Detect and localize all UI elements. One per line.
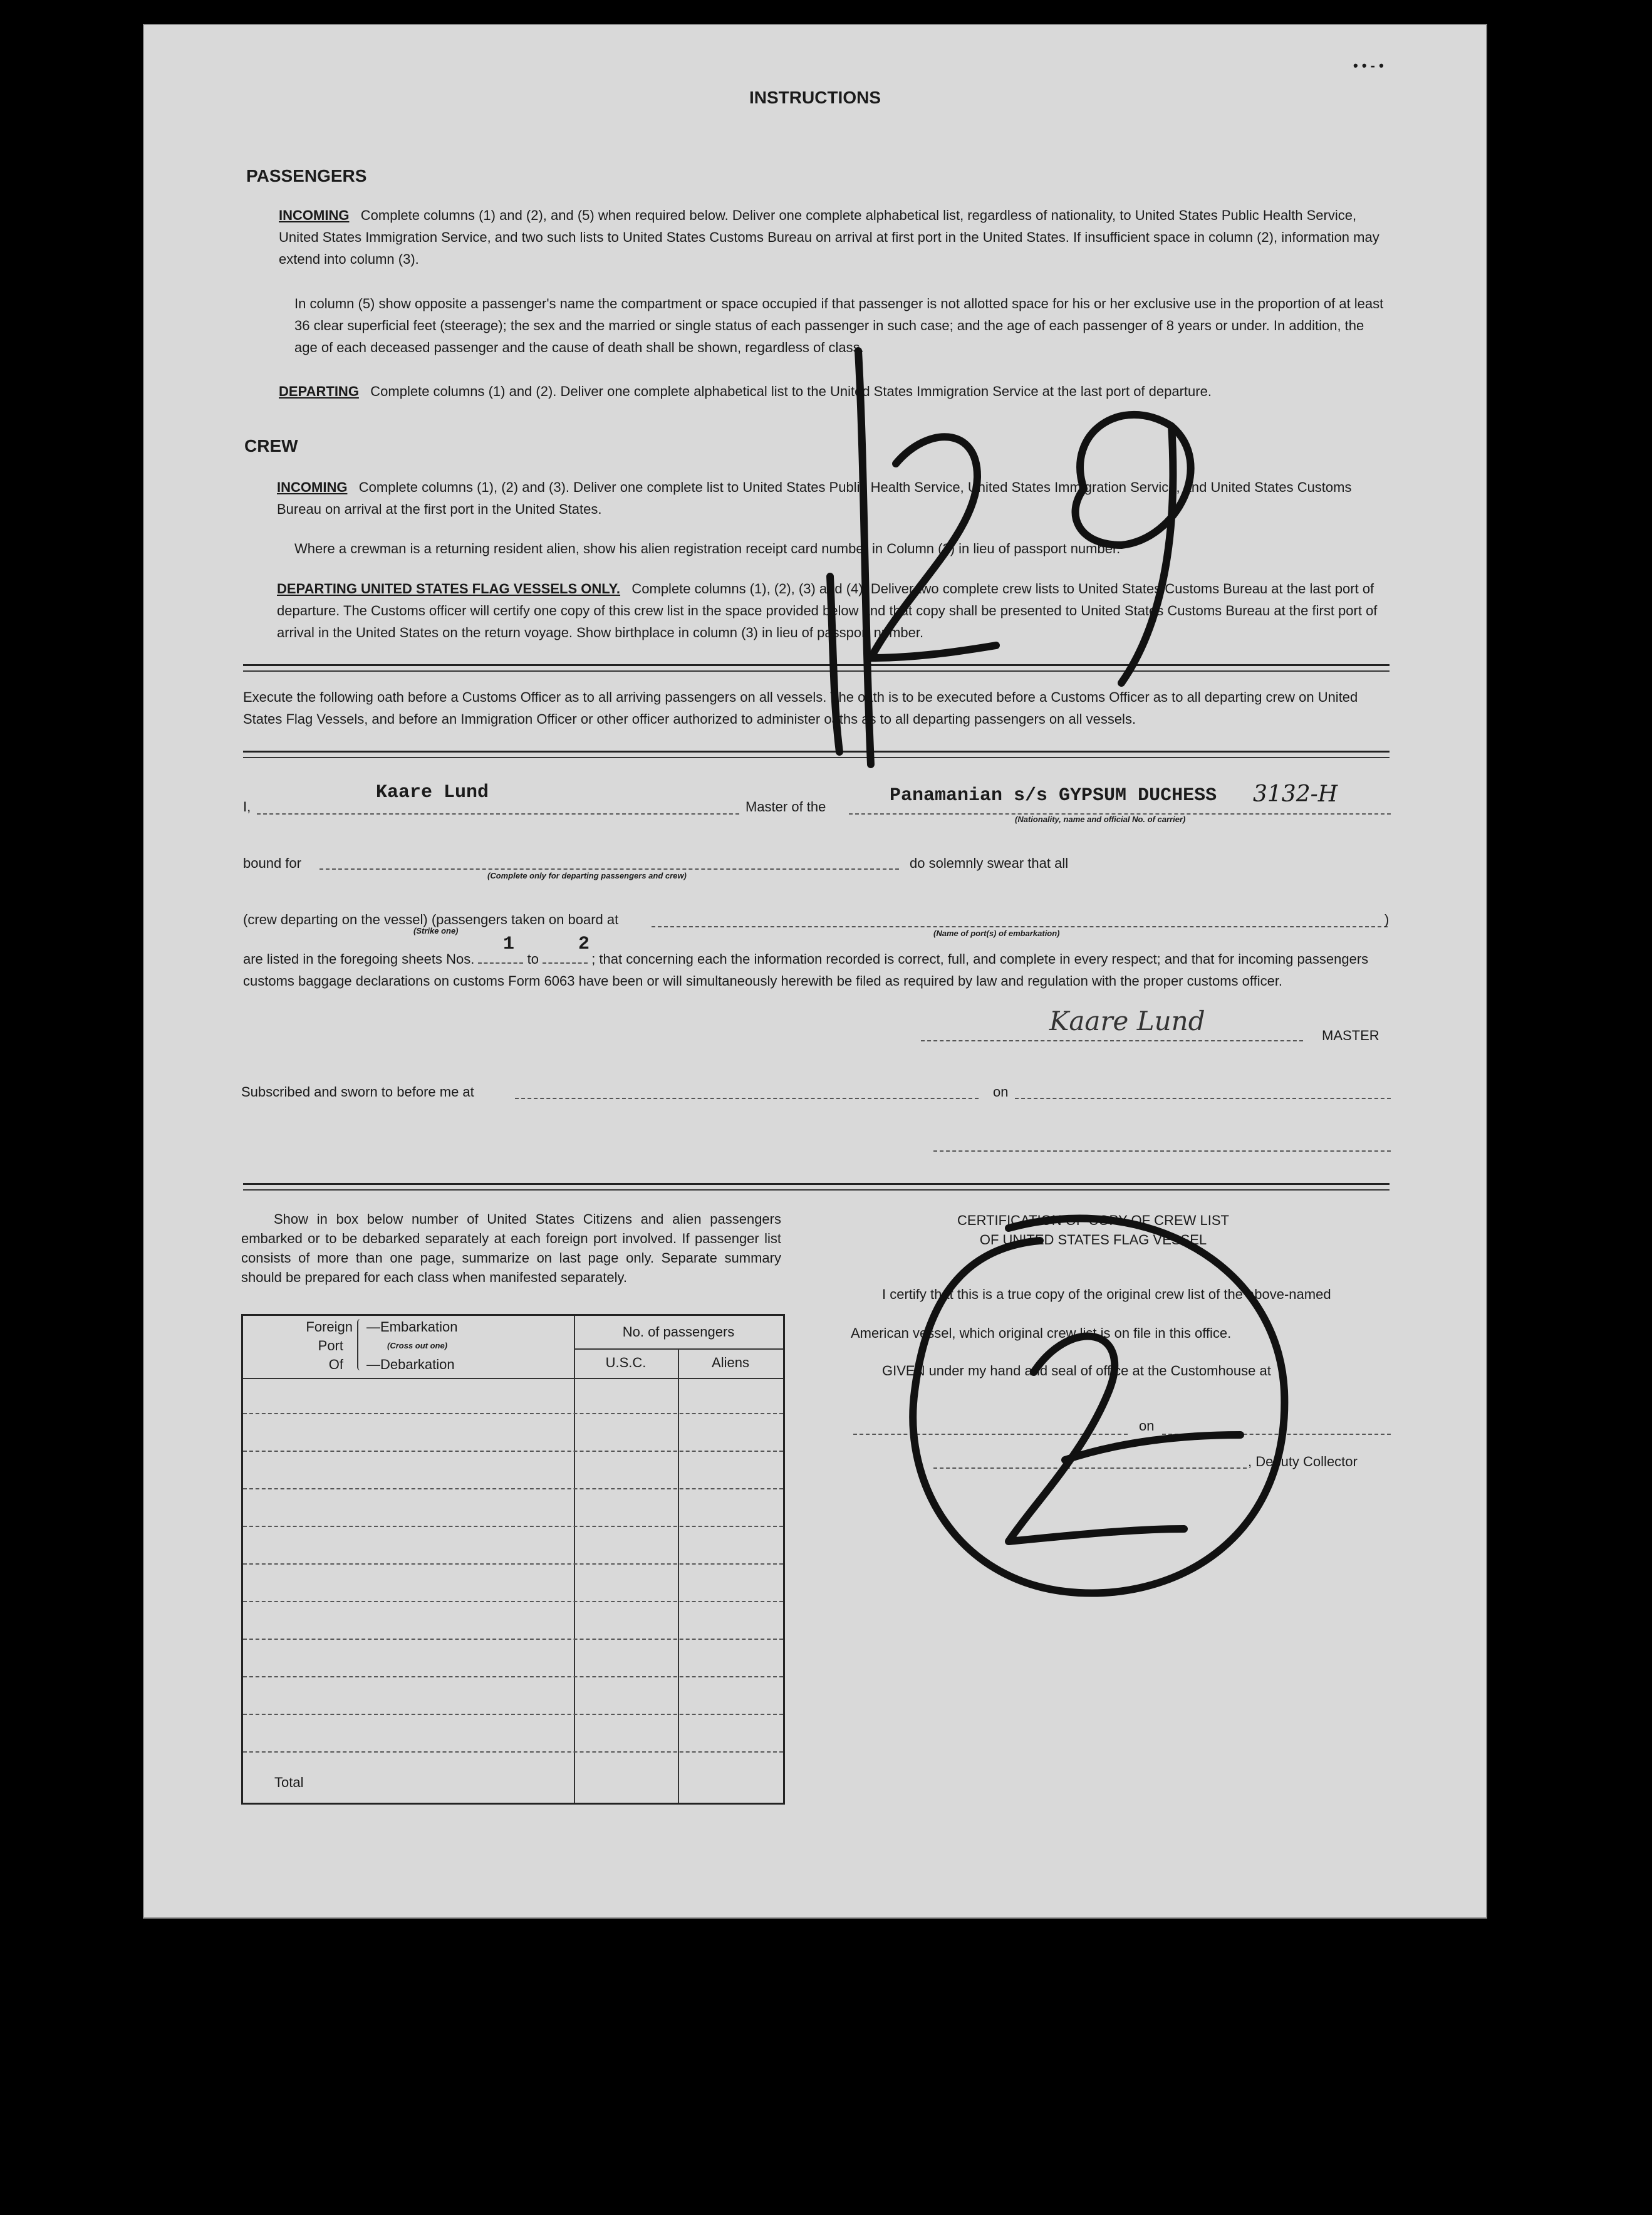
bound-for-line — [319, 868, 899, 870]
to-label: to — [527, 951, 539, 967]
passengers-incoming-block — [279, 204, 1391, 270]
subscribed-label: Subscribed and sworn to before me at — [241, 1084, 474, 1100]
passengers-departing-text: Complete columns (1) and (2). Deliver one complete alphabetical list to the United States Immigration Service at the last port of departure. — [370, 383, 1212, 399]
certification-title-line2: OF UNITED STATES FLAG VESSEL — [979, 1232, 1207, 1248]
port-label: Port — [318, 1338, 343, 1353]
strike-caption: (Strike one) — [413, 926, 459, 936]
crew-departing-text: Complete columns (1), (2), (3) and (4). Deliver two complete crew lists to United States Customs Bureau at the last port of departure. The Customs officer will certify one copy of this crew list in the space provided below and that copy shall be presented to United States Customs Bureau at the first port of arrival in the United States on the return voyage. Show birthplace in column (3) in lieu of passport number. — [277, 581, 1378, 640]
subscribed-place-line — [515, 1098, 979, 1099]
crew-heading: CREW — [244, 436, 298, 456]
listed-block — [243, 948, 1391, 992]
embarkation-label: —Embarkation — [366, 1319, 458, 1335]
table-row — [243, 1639, 783, 1640]
table-row — [243, 1676, 783, 1677]
crew-departing-label: (crew departing on the vessel) (passengers taken on board at — [243, 912, 619, 927]
certification-date-line — [1162, 1434, 1391, 1435]
table-row — [243, 1714, 783, 1715]
debarkation-label: —Debarkation — [366, 1357, 455, 1372]
master-signature: Kaare Lund — [1049, 1006, 1205, 1036]
usc-header: U.S.C. — [605, 1355, 647, 1370]
sheet-to: 2 — [578, 934, 590, 955]
summary-instructions: Show in box below number of United States Citizens and alien passengers embarked or to be debarked separately at each foreign port involved. If passenger list consists of more than one page, summarize on last page only. Separate summary should be prepared for each class when manifested separately. — [241, 1211, 781, 1285]
master-label: MASTER — [1322, 1028, 1379, 1043]
passengers-incoming-label: INCOMING — [279, 207, 350, 223]
listed-text: ; that concerning each the information recorded is correct, full, and complete in every respect; and that for incoming passengers customs baggage declarations on customs Form 6063 have been or will simultaneously herewith be filed as required by law and regulation with the proper customs officer. — [243, 951, 1369, 989]
table-row — [243, 1451, 783, 1452]
column-divider — [678, 1348, 679, 1803]
passenger-summary-table — [241, 1314, 785, 1805]
divider-line — [243, 670, 1390, 672]
vessel-name: Panamanian s/s GYPSUM DUCHESS — [890, 785, 1217, 806]
total-label: Total — [274, 1775, 304, 1790]
passengers-incoming-text: Complete columns (1) and (2), and (5) when required below. Deliver one complete alphabetical list, regardless of nationality, to United States Public Health Service, United States Immigration Service, and two such lists to United States Customs Bureau on arrival at first port in the United States. If insufficient space in column (2), information may extend into column (3). — [279, 207, 1379, 267]
crew-departing-block — [277, 578, 1391, 644]
divider-line — [243, 1189, 1390, 1191]
page-title: INSTRUCTIONS — [749, 88, 881, 107]
passengers-column5-text: In column (5) show opposite a passenger's name the compartment or space occupied if that passenger is not allotted space for his or her exclusive use in the proportion of at least 36 clear superficial feet (steerage); the sex and the married or single status of each passenger in such case; and the age of each passenger of 8 years or under. In addition, the age of each deceased passenger and the cause of death shall be shown, regardless of class. — [294, 296, 1384, 355]
customhouse-line — [853, 1434, 1128, 1435]
aliens-header: Aliens — [712, 1355, 749, 1370]
table-row — [243, 1488, 783, 1489]
crew-resident-text: Where a crewman is a returning resident alien, show his alien registration receipt card number in Column (2) in lieu of passport number. — [294, 541, 1121, 556]
corner-mark: • • - • — [1353, 58, 1384, 73]
officer-line — [933, 1150, 1391, 1152]
vessel-caption: (Nationality, name and official No. of carrier) — [1015, 815, 1186, 824]
port-caption: (Name of port(s) of embarkation) — [933, 929, 1060, 938]
passengers-departing-label: DEPARTING — [279, 383, 359, 399]
table-row — [243, 1526, 783, 1527]
certification-on-label: on — [1139, 1418, 1155, 1434]
vessel-number: 3132-H — [1253, 781, 1338, 807]
table-row — [243, 1751, 783, 1753]
certification-vessel-text: American vessel, which original crew list is on file in this office. — [851, 1325, 1232, 1341]
sheet-from: 1 — [503, 934, 515, 955]
page-number-circle — [913, 1219, 1284, 1593]
column-divider — [574, 1316, 575, 1803]
crew-incoming-label: INCOMING — [277, 479, 348, 495]
embarkation-port-line — [652, 926, 1388, 927]
divider-line — [243, 757, 1390, 758]
crew-departing-label: DEPARTING UNITED STATES FLAG VESSELS ONLY. — [277, 581, 621, 597]
master-of-label: Master of the — [745, 799, 826, 815]
page-number-two-stroke — [1065, 1435, 1240, 1460]
brace-icon — [357, 1319, 363, 1370]
certification-title-line1: CERTIFICATION OF COPY OF CREW LIST — [957, 1212, 1229, 1228]
table-row — [243, 1563, 783, 1565]
master-name-line — [257, 813, 739, 815]
oath-i-label: I, — [243, 799, 251, 815]
foreign-label: Foreign — [306, 1319, 353, 1335]
divider-line — [243, 1183, 1390, 1185]
given-text: GIVEN under my hand and seal of office at the Customhouse at — [882, 1363, 1271, 1379]
passengers-departing-block — [279, 380, 1391, 402]
subscribed-date-line — [1015, 1098, 1391, 1099]
listed-label: are listed in the foregoing sheets Nos. — [243, 951, 475, 967]
oath-intro: Execute the following oath before a Customs Officer as to all arriving passengers on all vessels. The oath is to be executed before a Customs Officer as to all departing crew on United States Flag Vessels, and before an Immigration Officer or other officer authorized to administer oaths as to all departing passengers on all vessels. — [243, 689, 1358, 727]
subscribed-on-label: on — [993, 1084, 1009, 1100]
no-passengers-header: No. of passengers — [622, 1324, 735, 1340]
passengers-heading: PASSENGERS — [246, 166, 367, 185]
table-row — [243, 1413, 783, 1414]
of-label: Of — [328, 1357, 343, 1372]
table-row — [243, 1601, 783, 1602]
master-name: Kaare Lund — [376, 782, 489, 803]
divider-line — [243, 664, 1390, 666]
crew-incoming-block — [277, 476, 1391, 520]
signature-line — [921, 1040, 1303, 1041]
collector-line — [933, 1467, 1247, 1469]
crew-incoming-text: Complete columns (1), (2) and (3). Deliver one complete list to United States Public Health Service, United States Immigration Service, and United States Customs Bureau on arrival at the first port in the United States. — [277, 479, 1352, 517]
swear-label: do solemnly swear that all — [910, 855, 1069, 871]
bound-for-caption: (Complete only for departing passengers and crew) — [487, 871, 687, 880]
cross-out-caption: (Cross out one) — [387, 1341, 448, 1350]
certify-text: I certify that this is a true copy of the original crew list of the above-named — [882, 1286, 1331, 1302]
bound-for-label: bound for — [243, 855, 301, 871]
deputy-collector-label: , Deputy Collector — [1248, 1454, 1358, 1469]
document-page — [143, 24, 1487, 1919]
close-paren: ) — [1384, 912, 1390, 927]
divider-line — [243, 751, 1390, 753]
